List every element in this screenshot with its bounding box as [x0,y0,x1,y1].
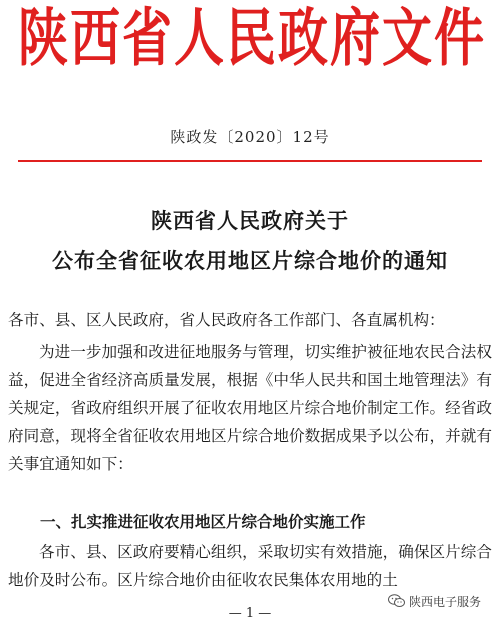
masthead-char: 省 [122,1,172,75]
masthead-char: 府 [330,1,380,75]
document-title-line2: 公布全省征收农用地区片综合地价的通知 [52,249,448,273]
red-divider [18,160,482,162]
section-heading: 一、扎实推进征收农用地区片综合地价实施工作 [40,513,366,531]
masthead-char: 政 [278,1,328,75]
watermark-text: 陕西电子服务 [409,594,482,609]
addressee: 各市、县、区人民政府，省人民政府各工作部门、各直属机构： [8,311,445,329]
masthead-char: 陕 [18,1,68,75]
page-number-value: 1 [245,606,255,621]
body-paragraph: 各市、县、区政府要精心组织，采取切实有效措施，确保区片综合地价及时公布。区片综合地价由征收农民集体农用地的土 [8,543,492,589]
masthead-char: 西 [70,1,120,75]
masthead-char: 文 [382,1,432,75]
page-number: — 1 — [228,606,272,621]
masthead [18,2,484,74]
document-title-line1: 陕西省人民政府关于 [151,209,349,233]
masthead-char: 人 [174,1,224,75]
body-paragraph: 为进一步加强和改进征地服务与管理，切实维护被征地农民合法权益，促进全省经济高质量发展，根据《中华人民共和国土地管理法》有关规定，省政府组织开展了征收农用地区片综合地价制定工作。经省政府同意，现将全省征收农用地区片综合地价数据成果予以公布，并就有关事宜通知如下： [8,343,492,473]
masthead-char: 民 [226,1,276,75]
masthead-char: 件 [434,1,484,75]
document-number: 陕政发〔2020〕12号 [170,128,330,146]
